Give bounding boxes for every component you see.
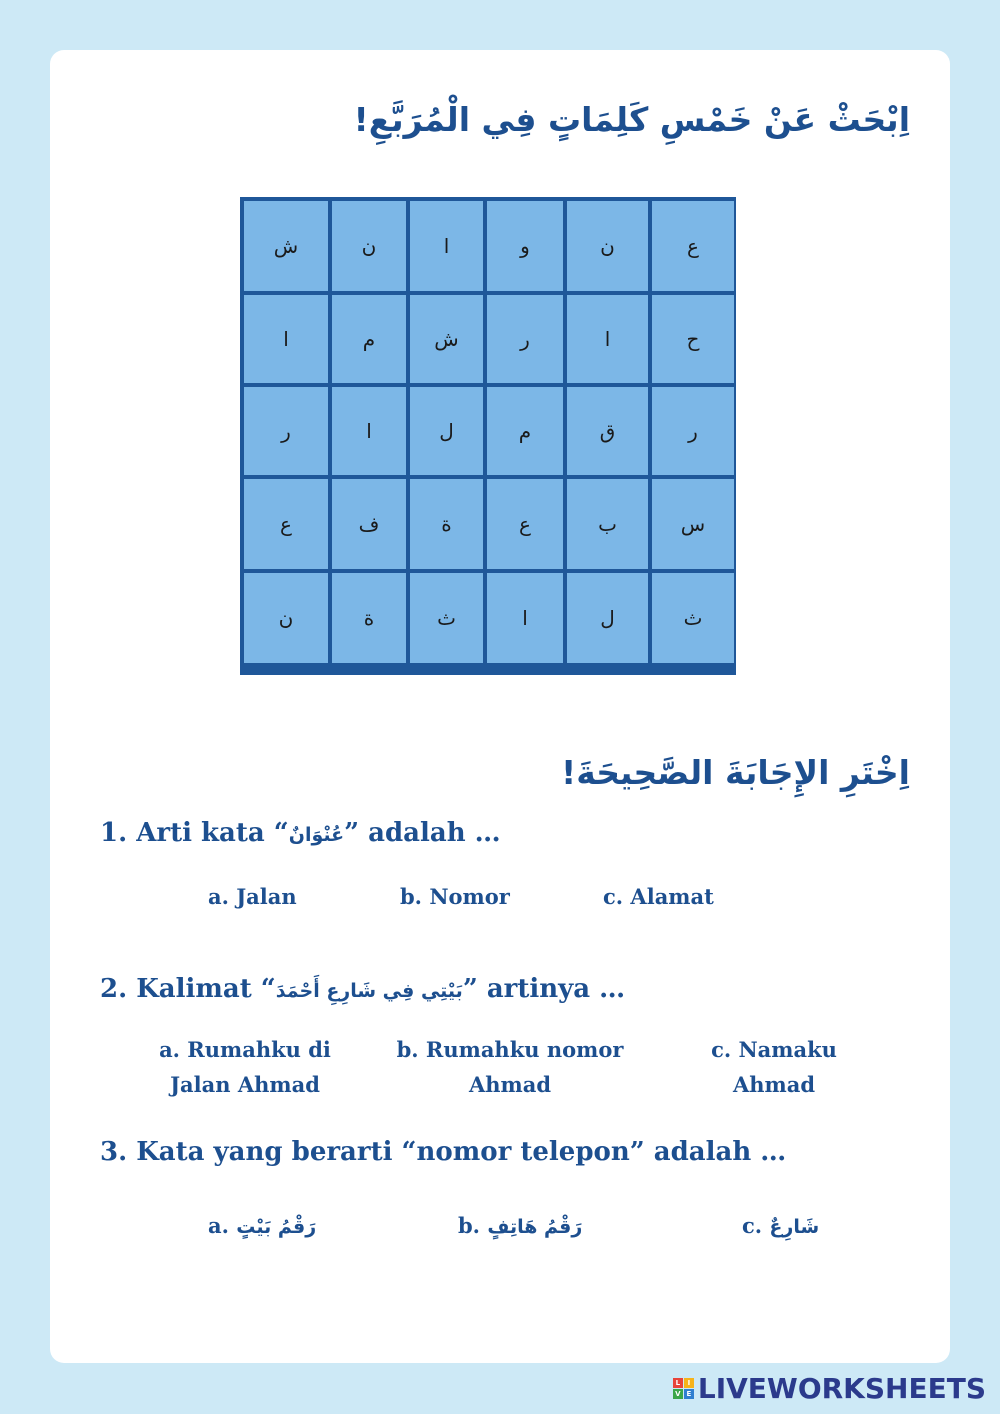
option-letter: a. [208, 884, 229, 909]
q1-option-b[interactable] [400, 884, 510, 909]
q2-option-a[interactable] [150, 1032, 340, 1102]
word-search-instruction: اِبْحَثْ عَنْ خَمْسِ كَلِمَاتٍ فِي الْمُرَبَّعِ! [353, 100, 910, 139]
option-line: a. Rumahku di [159, 1037, 331, 1062]
option-arabic: رَقْمُ هَاتِفٍ [487, 1216, 583, 1238]
grid-cell[interactable]: ف [332, 479, 406, 569]
grid-cell[interactable]: ن [244, 573, 328, 663]
grid-cell[interactable]: ا [244, 295, 328, 383]
option-line: Ahmad [468, 1072, 552, 1097]
grid-cell[interactable]: ا [410, 201, 483, 291]
worksheet-page [50, 50, 950, 1363]
grid-cell[interactable]: م [332, 295, 406, 383]
option-line: Jalan Ahmad [170, 1072, 320, 1097]
grid-cell[interactable]: ب [567, 479, 648, 569]
logo-letter: V [673, 1389, 683, 1399]
option-text: Jalan [236, 884, 297, 909]
word-search-grid [240, 197, 736, 675]
grid-cell[interactable]: ا [487, 573, 563, 663]
q3-option-a[interactable] [208, 1213, 316, 1238]
question-3: 3. Kata yang berarti “nomor telepon” adalah … [100, 1137, 787, 1167]
grid-cell[interactable]: س [652, 479, 734, 569]
question-1-suffix: ” adalah … [344, 818, 501, 848]
q2-option-b[interactable] [380, 1032, 640, 1102]
option-line: b. Rumahku nomor [396, 1037, 624, 1062]
grid-cell[interactable]: ع [652, 201, 734, 291]
grid-cell[interactable]: م [487, 387, 563, 475]
logo-letter: I [684, 1378, 694, 1388]
multiple-choice-instruction: اِخْتَرِ الإِجَابَةَ الصَّحِيحَةَ! [561, 753, 910, 792]
q1-option-a[interactable] [208, 884, 297, 909]
grid-cell[interactable]: و [487, 201, 563, 291]
grid-cell[interactable]: ا [567, 295, 648, 383]
grid-cell[interactable]: ث [410, 573, 483, 663]
grid-cell[interactable]: ع [244, 479, 328, 569]
grid-cell[interactable]: ة [410, 479, 483, 569]
brand-name: LIVEWORKSHEETS [697, 1372, 986, 1405]
question-2 [100, 974, 625, 1004]
grid-cell[interactable]: ن [332, 201, 406, 291]
option-letter: b. [458, 1213, 480, 1238]
option-arabic: رَقْمُ بَيْتٍ [236, 1216, 317, 1238]
grid-cell[interactable]: ة [332, 573, 406, 663]
grid-cell[interactable]: ش [410, 295, 483, 383]
logo-letter: E [684, 1389, 694, 1399]
question-1 [100, 818, 501, 848]
grid-cell[interactable]: ا [332, 387, 406, 475]
option-text: Nomor [429, 884, 510, 909]
question-2-prefix: 2. Kalimat “ [100, 974, 276, 1004]
grid-cell[interactable]: ل [567, 573, 648, 663]
question-2-suffix: ” artinya … [462, 974, 626, 1004]
grid-cell[interactable]: ر [244, 387, 328, 475]
liveworksheets-logo [673, 1372, 986, 1405]
q3-option-c[interactable] [742, 1213, 819, 1238]
q1-option-c[interactable] [603, 884, 714, 909]
option-text: Alamat [630, 884, 714, 909]
option-letter: c. [603, 884, 624, 909]
logo-letter: L [673, 1378, 683, 1388]
option-arabic: شَارِعٌ [769, 1216, 820, 1238]
option-letter: a. [208, 1213, 229, 1238]
grid-cell[interactable]: ع [487, 479, 563, 569]
option-line: Ahmad [732, 1072, 816, 1097]
grid-cell[interactable]: ح [652, 295, 734, 383]
grid-cell[interactable]: ش [244, 201, 328, 291]
grid-cell[interactable]: ر [652, 387, 734, 475]
grid-cell[interactable]: ق [567, 387, 648, 475]
question-1-prefix: 1. Arti kata “ [100, 818, 289, 848]
option-letter: c. [742, 1213, 763, 1238]
grid-cell[interactable]: ر [487, 295, 563, 383]
q3-option-b[interactable] [458, 1213, 582, 1238]
option-line: c. Namaku [711, 1037, 837, 1062]
grid-cell[interactable]: ن [567, 201, 648, 291]
option-letter: b. [400, 884, 422, 909]
q2-option-c[interactable] [690, 1032, 858, 1102]
grid-cell[interactable]: ث [652, 573, 734, 663]
question-1-arabic: عُنْوَانٌ [288, 824, 345, 846]
question-2-arabic: بَيْتِي فِي شَارِعِ أَحْمَدَ [275, 980, 463, 1002]
liveworksheets-icon [673, 1378, 694, 1399]
grid-cell[interactable]: ل [410, 387, 483, 475]
